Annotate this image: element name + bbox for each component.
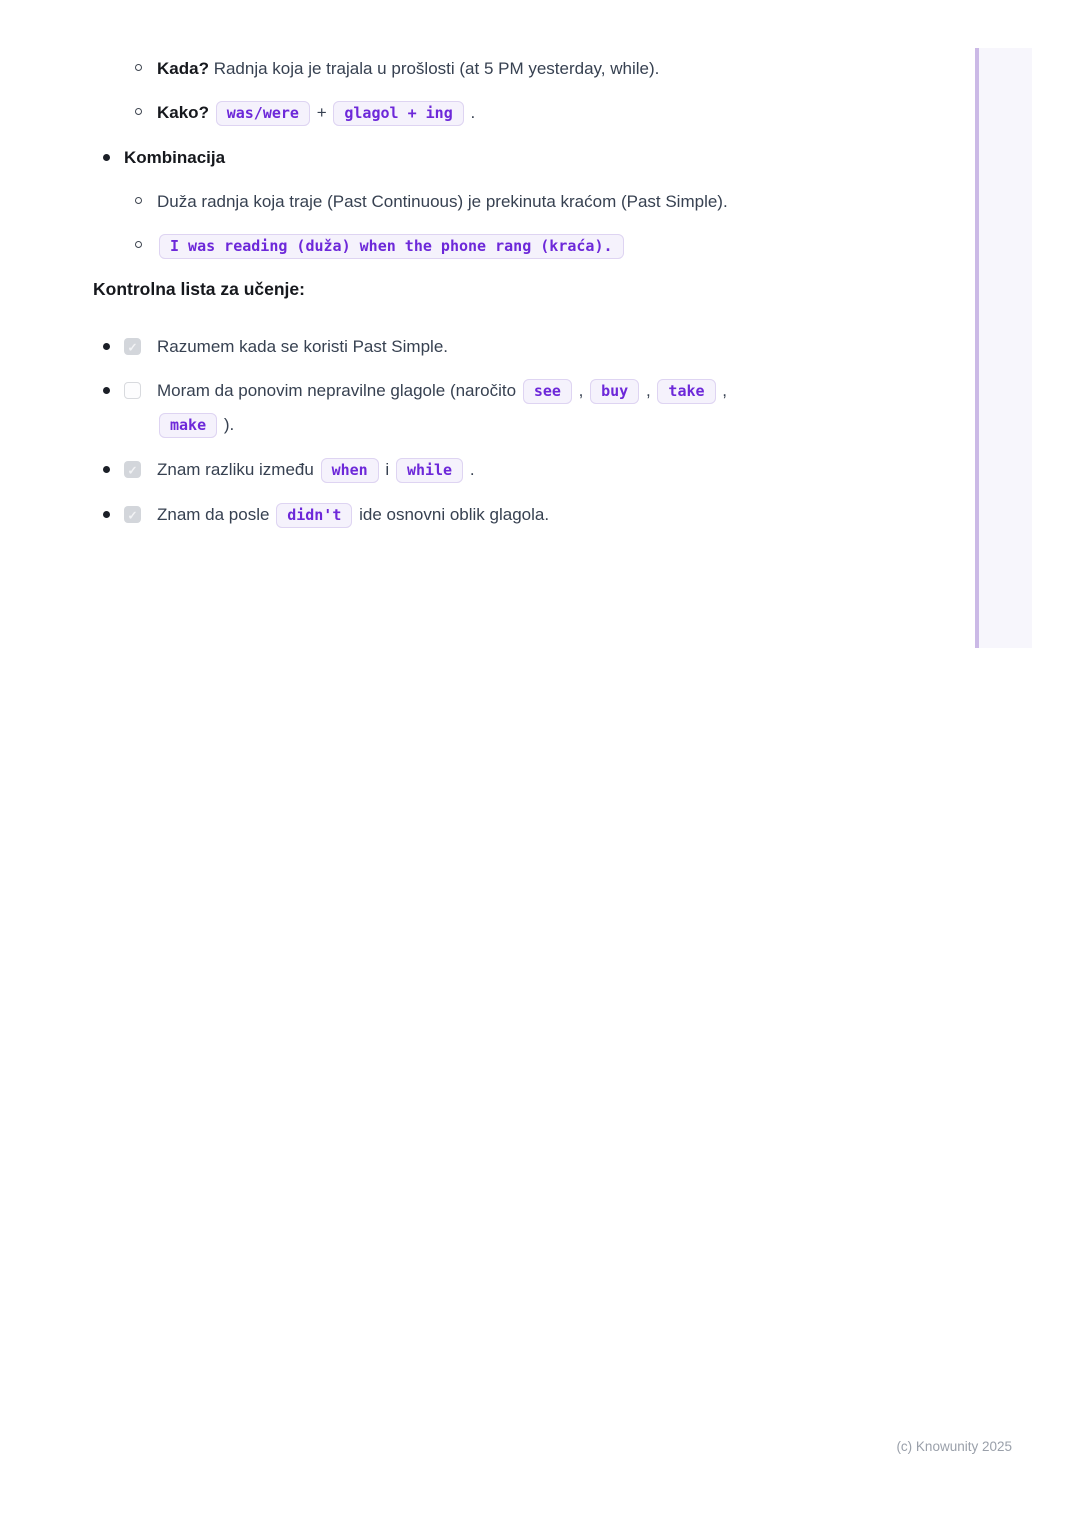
code-badge-see: see: [523, 379, 572, 404]
text-run: ,: [645, 381, 651, 400]
list-item-kombinacija-desc: [93, 185, 793, 218]
list-item-kako: [93, 96, 793, 130]
text-run: Znam da posle: [157, 505, 270, 524]
kombinacija-title: Kombinacija: [124, 148, 226, 167]
text-run: Moram da ponovim nepravilne glagole (naročito: [157, 381, 517, 400]
code-badge-while: while: [396, 458, 463, 483]
list-item-kada: [93, 52, 793, 85]
code-badge-when: when: [321, 458, 379, 483]
text-run: .: [469, 460, 475, 479]
plus-text: +: [316, 103, 327, 122]
document-body: [93, 52, 793, 543]
checklist-item-text: [157, 453, 793, 487]
text-run: ,: [722, 381, 728, 400]
checklist-item-past-simple: [93, 330, 793, 363]
code-badge-example-sentence: I was reading (duža) when the phone rang (kraća).: [159, 234, 624, 259]
list-item-kombinacija-example: [93, 229, 793, 263]
copyright-footer: (c) Knowunity 2025: [896, 1439, 1012, 1454]
code-badge-didnt: didn't: [276, 503, 352, 528]
checklist-item-text: [157, 330, 793, 363]
code-badge-buy: buy: [590, 379, 639, 404]
kada-text: Radnja koja je trajala u prošlosti (at 5 PM yesterday, while).: [213, 59, 660, 78]
code-badge-was-were: was/were: [216, 101, 310, 126]
checkbox[interactable]: [124, 338, 141, 355]
kako-label: Kako?: [157, 103, 209, 122]
text-run: Znam razliku između: [157, 460, 314, 479]
checkbox[interactable]: [124, 382, 141, 399]
checkbox[interactable]: [124, 461, 141, 478]
kako-suffix: .: [470, 103, 476, 122]
check-icon: ✓: [127, 340, 138, 354]
check-icon: ✓: [127, 508, 138, 522]
text-run: ,: [578, 381, 584, 400]
checklist-item-didnt: [93, 498, 793, 532]
text-run: ide osnovni oblik glagola.: [359, 505, 550, 524]
code-badge-glagol-ing: glagol + ing: [333, 101, 463, 126]
side-panel: [979, 48, 1032, 648]
text-run: i: [385, 460, 390, 479]
checklist-item-text: [157, 498, 793, 532]
kombinacija-description: Duža radnja koja traje (Past Continuous) je prekinuta kraćom (Past Simple).: [157, 192, 728, 211]
check-icon: ✓: [127, 463, 138, 477]
kada-label: Kada?: [157, 59, 209, 78]
checklist-item-text: [157, 374, 793, 442]
code-badge-take: take: [657, 379, 715, 404]
checklist-item-nepravilni-glagoli: [93, 374, 793, 442]
checklist-heading: Kontrolna lista za učenje:: [93, 279, 305, 299]
text-run: Razumem kada se koristi Past Simple.: [157, 337, 448, 356]
text-run: ).: [223, 415, 235, 434]
code-badge-make: make: [159, 413, 217, 438]
checkbox[interactable]: [124, 506, 141, 523]
list-item-kombinacija: [93, 141, 793, 174]
checklist-item-when-while: [93, 453, 793, 487]
